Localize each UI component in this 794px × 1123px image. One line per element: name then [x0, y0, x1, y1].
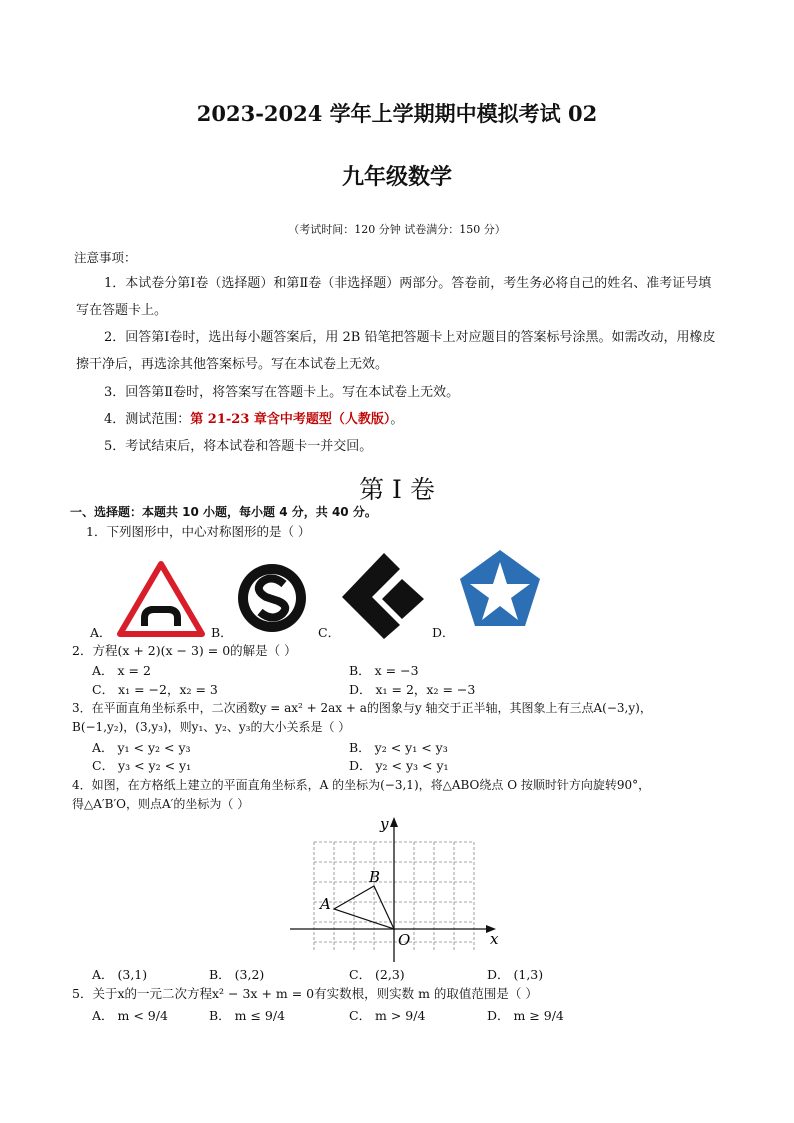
exam-info: （考试时间：120 分钟 试卷满分：150 分） [288, 223, 506, 236]
q2-option-c: C． x₁ = −2，x₂ = 3 [92, 682, 218, 697]
q2-stem: 2．方程(x + 2)(x − 3) = 0的解是（ ） [72, 643, 297, 658]
section-title: 第 I 卷 [359, 475, 435, 504]
pentagon-star-icon [458, 548, 542, 628]
q5-option-a: A． m < 9/4 [92, 1008, 168, 1023]
q3-option-c: C． y₃ < y₂ < y₁ [92, 758, 192, 773]
point-b-label: B [369, 868, 381, 886]
notice-item-4 [76, 406, 724, 433]
triangle-abo [334, 886, 394, 929]
q2-option-a: A． x = 2 [92, 663, 151, 678]
q1-label-d: D． [432, 625, 455, 640]
notice-heading: 注意事项： [74, 250, 137, 265]
q2-option-b: B． x = −3 [349, 663, 419, 678]
q1-label-a: A． [90, 625, 112, 640]
q4-option-b: B． (3,2) [209, 967, 265, 982]
page-title: 2023-2024 学年上学期期中模拟考试 02 [196, 101, 598, 126]
q5-stem: 5．关于x的一元二次方程x² − 3x + m = 0有实数根，则实数 m 的取值范围是（ ） [72, 986, 538, 1001]
x-axis-label: x [490, 930, 499, 948]
q4-line-1: 4．如图，在方格纸上建立的平面直角坐标系，A 的坐标为(−3,1)，将△ABO绕点 O 按顺时针方向旋转90°， [72, 778, 651, 792]
q3-option-a: A． y₁ < y₂ < y₃ [92, 740, 191, 755]
black-chevron-logo-icon [340, 551, 428, 639]
notice-item-4-prefix: 4．测试范围： [104, 412, 191, 427]
origin-label: O [398, 931, 411, 949]
notice-item-1: 1．本试卷分第Ⅰ卷（选择题）和第Ⅱ卷（非选择题）两部分。答卷前，考生务必将自己的姓名、准考证号填写在答题卡上。 [76, 276, 712, 318]
notice-item-5: 5．考试结束后，将本试卷和答题卡一并交回。 [104, 439, 373, 454]
q4-line-2: 得△A′B′O，则点A′的坐标为（ ） [72, 797, 250, 811]
q3-option-d: D． y₂ < y₃ < y₁ [349, 758, 449, 773]
q2-option-d: D． x₁ = 2，x₂ = −3 [349, 682, 476, 697]
point-a-label: A [320, 895, 331, 913]
warning-triangle-icon [116, 560, 206, 638]
q1-label-b: B． [211, 625, 233, 640]
q5-option-d: D． m ≥ 9/4 [487, 1008, 564, 1023]
q4-option-c: C． (2,3) [349, 967, 405, 982]
part-heading: 一、选择题：本题共 10 小题，每小题 4 分，共 40 分。 [70, 505, 377, 519]
interlocking-s-logo-icon [232, 560, 312, 636]
q4-coordinate-figure [284, 812, 504, 964]
notice-item-4-scope: 第 21-23 章含中考题型（人教版） [190, 412, 391, 427]
q4-option-d: D． (1,3) [487, 967, 544, 982]
page-subtitle: 九年级数学 [341, 164, 452, 190]
q3-line-2: B(−1,y₂)，(3,y₃)，则y₁、y₂、y₃的大小关系是（ ） [72, 720, 351, 734]
q4-option-a: A． (3,1) [92, 967, 148, 982]
q5-option-c: C． m > 9/4 [349, 1008, 426, 1023]
notice-item-2: 2．回答第Ⅰ卷时，选出每小题答案后，用 2B 铅笔把答题卡上对应题目的答案标号涂黑。如需改动，用橡皮擦干净后，再选涂其他答案标号。写在本试卷上无效。 [76, 330, 716, 372]
q3-option-b: B． y₂ < y₁ < y₃ [349, 740, 448, 755]
notice-item-3: 3．回答第Ⅱ卷时，将答案写在答题卡上。写在本试卷上无效。 [104, 385, 460, 400]
notice-item-4-suffix: 。 [390, 412, 404, 427]
q5-option-b: B． m ≤ 9/4 [209, 1008, 286, 1023]
q1-stem: 1．下列图形中，中心对称图形的是（ ） [86, 524, 311, 539]
q3-line-1: 3．在平面直角坐标系中，二次函数y = ax² + 2ax + a的图象与y 轴交于正半轴，其图象上有三点A(−3,y)， [72, 701, 652, 715]
y-axis-label: y [380, 815, 389, 833]
q1-label-c: C． [318, 625, 341, 640]
